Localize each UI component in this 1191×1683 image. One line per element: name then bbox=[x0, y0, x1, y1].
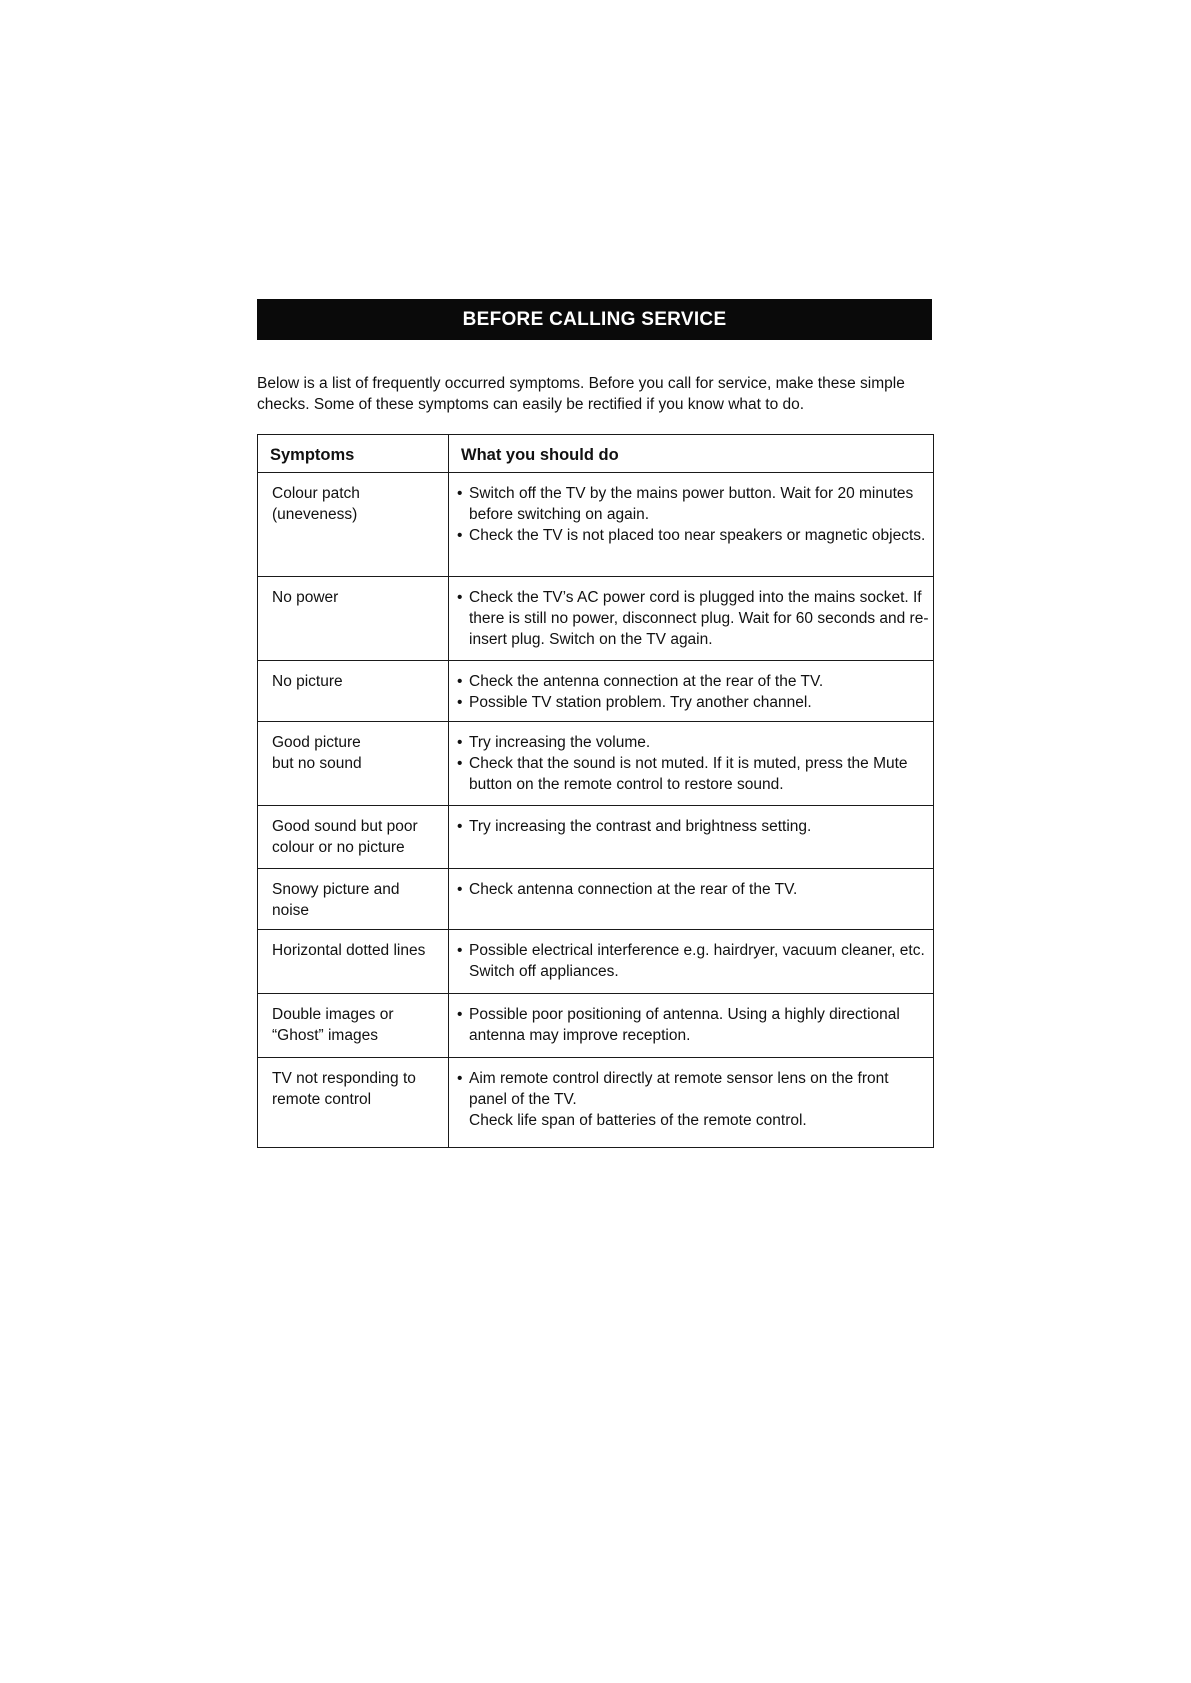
symptom-text: remote control bbox=[272, 1091, 372, 1108]
section-title-bar bbox=[257, 299, 932, 340]
table-row bbox=[258, 722, 934, 806]
troubleshooting-table bbox=[257, 434, 934, 1148]
action-item: • Try increasing the volume. bbox=[457, 732, 929, 753]
symptom-cell bbox=[258, 577, 449, 661]
action-item: • Possible electrical interference e.g. hairdryer, vacuum cleaner, etc. Switch off appliances. bbox=[457, 940, 929, 982]
column-header-actions: What you should do bbox=[449, 435, 934, 473]
action-item: Check life span of batteries of the remote control. bbox=[469, 1112, 807, 1129]
action-item: • Check that the sound is not muted. If it is muted, press the Mute button on the remote control to restore sound. bbox=[457, 753, 929, 795]
symptom-cell bbox=[258, 806, 449, 869]
symptom-text: “Ghost” images bbox=[272, 1027, 378, 1044]
symptom-text: Colour patch bbox=[272, 485, 360, 502]
symptom-text: colour or no picture bbox=[272, 839, 405, 856]
symptom-text: (uneveness) bbox=[272, 506, 358, 523]
action-cell bbox=[449, 722, 934, 806]
symptom-cell bbox=[258, 869, 449, 930]
symptom-text: Good picture bbox=[272, 734, 361, 751]
table-row bbox=[258, 869, 934, 930]
action-cell bbox=[449, 806, 934, 869]
intro-paragraph bbox=[257, 373, 937, 415]
symptom-cell bbox=[258, 930, 449, 994]
table-row bbox=[258, 661, 934, 722]
symptom-cell bbox=[258, 722, 449, 806]
action-cell bbox=[449, 577, 934, 661]
table-row bbox=[258, 930, 934, 994]
action-item: • Check the TV is not placed too near speakers or magnetic objects. bbox=[457, 525, 929, 546]
table-row bbox=[258, 577, 934, 661]
table-row bbox=[258, 473, 934, 577]
action-cell bbox=[449, 473, 934, 577]
action-item: • Possible TV station problem. Try another channel. bbox=[457, 692, 929, 713]
action-cell bbox=[449, 994, 934, 1058]
symptom-cell bbox=[258, 994, 449, 1058]
table-row bbox=[258, 994, 934, 1058]
intro-line-2: checks. Some of these symptoms can easily be rectified if you know what to do. bbox=[257, 396, 805, 413]
symptom-cell bbox=[258, 473, 449, 577]
symptom-text: noise bbox=[272, 902, 310, 919]
symptom-text: No power bbox=[272, 589, 339, 606]
column-header-symptoms: Symptoms bbox=[258, 435, 449, 473]
symptom-text: but no sound bbox=[272, 755, 362, 772]
symptom-text: No picture bbox=[272, 673, 343, 690]
table-row bbox=[258, 806, 934, 869]
action-cell bbox=[449, 1058, 934, 1148]
action-item: • Check the antenna connection at the rear of the TV. bbox=[457, 671, 929, 692]
action-cell bbox=[449, 930, 934, 994]
section-title: BEFORE CALLING SERVICE bbox=[462, 308, 727, 330]
symptom-cell bbox=[258, 1058, 449, 1148]
action-item: • Check the TV’s AC power cord is plugged into the mains socket. If there is still no power, disconnect plug. Wait for 60 seconds and re-insert plug. Switch on the TV again. bbox=[457, 587, 929, 650]
symptom-text: TV not responding to bbox=[272, 1070, 416, 1087]
action-item: • Aim remote control directly at remote sensor lens on the front panel of the TV. bbox=[457, 1068, 929, 1110]
symptom-text: Horizontal dotted lines bbox=[272, 942, 426, 959]
table-row bbox=[258, 1058, 934, 1148]
action-item: • Check antenna connection at the rear of the TV. bbox=[457, 879, 929, 900]
intro-line-1: Below is a list of frequently occurred symptoms. Before you call for service, make these simple bbox=[257, 375, 905, 392]
action-item: • Try increasing the contrast and brightness setting. bbox=[457, 816, 929, 837]
symptom-text: Good sound but poor bbox=[272, 818, 418, 835]
symptom-text: Snowy picture and bbox=[272, 881, 400, 898]
action-cell bbox=[449, 869, 934, 930]
symptom-cell bbox=[258, 661, 449, 722]
action-item: • Switch off the TV by the mains power button. Wait for 20 minutes before switching on again. bbox=[457, 483, 929, 525]
action-item: • Possible poor positioning of antenna. Using a highly directional antenna may improve reception. bbox=[457, 1004, 929, 1046]
table-header-row bbox=[258, 435, 934, 473]
action-cell bbox=[449, 661, 934, 722]
document-page bbox=[257, 299, 932, 1148]
symptom-text: Double images or bbox=[272, 1006, 394, 1023]
